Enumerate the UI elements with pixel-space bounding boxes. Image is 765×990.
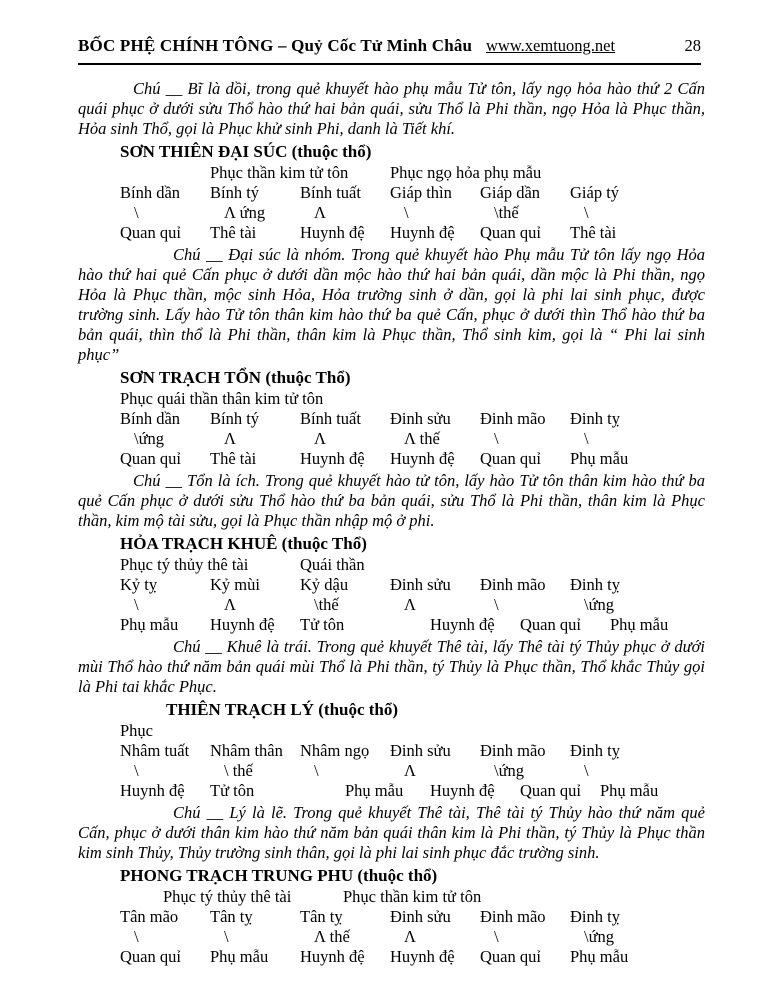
note-paragraph: Chú __ Bĩ là dồi, trong quẻ khuyết hào phụ mẫu Tử tôn, lấy ngọ hỏa hào thứ 2 Cấn quái phục ở dưới sửu Thổ hào thứ hai bản quái, sửu Thổ là Phi thần, ngọ Hỏa là Phục thần, Hỏa sinh Thổ, gọi là Phục khử sinh Phi, danh là Tiết khí. (78, 79, 705, 138)
hexagram-title: HỎA TRẠCH KHUÊ (thuộc Thổ) (120, 534, 367, 553)
line-mark: Λ (224, 595, 236, 614)
line-mark: \ (224, 927, 229, 946)
stem-branch-row (78, 183, 705, 203)
relation-cell: Huynh đệ (390, 947, 455, 966)
hidden-spirit-row (78, 555, 705, 575)
website-link[interactable]: www.xemtuong.net (486, 36, 616, 55)
line-mark: \ (134, 927, 139, 946)
note-paragraph: Chú __ Khuê là trái. Trong quẻ khuyết Thê tài, lấy Thê tài tý Thủy phục ở dưới mùi Thổ hào thứ năm bản quái mùi Thổ là Phi thần, tý Thủy là Phục thần, Thổ khắc Thủy gọi là Phi tai khắc Phục. (78, 637, 705, 696)
relation-cell: Quan quỉ (120, 223, 181, 242)
stem-branch-cell: Đinh mão (480, 409, 546, 428)
line-mark: Λ (314, 203, 326, 222)
line-mark: \ (584, 203, 589, 222)
relation-cell: Huynh đệ (390, 449, 455, 468)
line-mark: \ (584, 429, 589, 448)
relation-cell: Quan quỉ (120, 947, 181, 966)
relation-cell: Thê tài (570, 223, 617, 242)
stem-branch-cell: Giáp thìn (390, 183, 452, 202)
stem-branch-cell: Nhâm ngọ (300, 741, 370, 760)
relation-cell: Tử tôn (210, 781, 255, 800)
relation-cell: Quan quỉ (520, 781, 581, 800)
relation-cell: Huynh đệ (300, 223, 365, 242)
line-mark: \ (134, 595, 139, 614)
relations-row (78, 449, 705, 469)
stem-branch-cell: Kỷ mùi (210, 575, 260, 594)
stem-branch-row (78, 907, 705, 927)
line-mark: \ thế (224, 761, 253, 780)
stem-branch-cell: Bính tuất (300, 183, 361, 202)
relations-row (78, 223, 705, 243)
relation-cell: Quan quỉ (480, 947, 541, 966)
relation-cell: Phụ mẫu (570, 947, 629, 966)
relation-cell: Phụ mẫu (610, 615, 669, 634)
book-title: BỐC PHỆ CHÍNH TÔNG – Quỷ Cốc Tử Minh Châu (78, 36, 473, 55)
relation-cell: Quan quỉ (120, 449, 181, 468)
line-mark: \thế (494, 203, 519, 222)
stem-branch-cell: Bính tuất (300, 409, 361, 428)
line-mark: Λ (314, 429, 326, 448)
line-mark: \ (134, 761, 139, 780)
hidden-spirit-label: Phục tý thủy thê tài (163, 887, 292, 906)
hexagram-title: PHONG TRẠCH TRUNG PHU (thuộc thổ) (120, 866, 438, 885)
stem-branch-cell: Tân tỵ (210, 907, 253, 926)
line-mark: Λ thế (314, 927, 350, 946)
stem-branch-cell: Đinh tỵ (570, 741, 620, 760)
stem-branch-row (78, 741, 705, 761)
hidden-spirit-label: Phục ngọ hỏa phụ mẫu (390, 163, 542, 182)
stem-branch-cell: Đinh sửu (390, 409, 451, 428)
line-mark: Λ (404, 927, 416, 946)
line-mark: \ (584, 761, 589, 780)
stem-branch-cell: Tân tỵ (300, 907, 343, 926)
relation-cell: Phụ mẫu (570, 449, 629, 468)
relation-cell: Huynh đệ (430, 615, 495, 634)
line-mark: \ứng (584, 927, 615, 946)
relation-cell: Quan quỉ (480, 449, 541, 468)
stem-branch-cell: Kỷ tỵ (120, 575, 158, 594)
relation-cell: Phụ mẫu (210, 947, 269, 966)
hidden-spirit-label: Phục thần kim tử tôn (210, 163, 349, 182)
relation-cell: Phụ mẫu (120, 615, 179, 634)
relation-cell: Thê tài (210, 223, 257, 242)
line-mark: \ứng (494, 761, 525, 780)
line-marks-row (78, 595, 705, 615)
stem-branch-row (78, 409, 705, 429)
stem-branch-cell: Đinh sửu (390, 575, 451, 594)
relation-cell: Huynh đệ (300, 449, 365, 468)
hexagram-title: SƠN TRẠCH TỔN (thuộc Thổ) (120, 368, 351, 387)
line-marks-row (78, 927, 705, 947)
stem-branch-cell: Đinh mão (480, 741, 546, 760)
hexagram-title: SƠN THIÊN ĐẠI SÚC (thuộc thổ) (120, 142, 372, 161)
line-mark: Λ ứng (224, 203, 266, 222)
stem-branch-cell: Nhâm tuất (120, 741, 190, 760)
relations-row (78, 615, 705, 635)
relations-row (78, 781, 705, 801)
relation-cell: Huynh đệ (430, 781, 495, 800)
line-mark: Λ (224, 429, 236, 448)
line-marks-row (78, 429, 705, 449)
stem-branch-row (78, 575, 705, 595)
line-mark: \ứng (584, 595, 615, 614)
line-mark: \ứng (134, 429, 165, 448)
line-marks-row (78, 203, 705, 223)
relation-cell: Phụ mẫu (600, 781, 659, 800)
relation-cell: Huynh đệ (390, 223, 455, 242)
stem-branch-cell: Giáp dần (480, 183, 541, 202)
relation-cell: Tử tôn (300, 615, 345, 634)
hexagram-title: THIÊN TRẠCH LÝ (thuộc thổ) (166, 700, 399, 719)
relation-cell: Quan quỉ (480, 223, 541, 242)
stem-branch-cell: Bính dần (120, 183, 181, 202)
hidden-spirit-label: Phục tý thủy thê tài (120, 555, 249, 574)
stem-branch-cell: Bính tý (210, 409, 260, 428)
stem-branch-cell: Nhâm thân (210, 741, 283, 760)
relations-row (78, 947, 705, 967)
relation-cell: Huynh đệ (300, 947, 365, 966)
hidden-spirit-row (78, 887, 705, 907)
relation-cell: Huynh đệ (210, 615, 275, 634)
page-content (0, 65, 765, 967)
hidden-spirit-label: Phục (120, 721, 153, 740)
line-mark: \ (404, 203, 409, 222)
stem-branch-cell: Tân mão (120, 907, 179, 926)
line-mark: \ (314, 761, 319, 780)
page-header (0, 0, 765, 56)
hidden-spirit-row (78, 389, 705, 409)
relation-cell: Huynh đệ (120, 781, 185, 800)
line-mark: \ (134, 203, 139, 222)
stem-branch-cell: Đinh tỵ (570, 907, 620, 926)
stem-branch-cell: Đinh mão (480, 575, 546, 594)
note-paragraph: Chú __ Đại súc là nhóm. Trong quẻ khuyết hào Phụ mẫu Tử tôn lấy ngọ Hỏa hào thứ hai quẻ Cấn phục ở dưới dần mộc hào thứ hai bản quái, dần mộc là Phi thần, ngọ Hỏa là Phục thần, mộc sinh Hỏa, Hỏa trường sinh ở dần, gọi là phi lai sinh phục, được trường sinh. Lấy hào Tử tôn thân kim hào thứ ba quẻ Cấn, phục ở dưới thìn Thổ hào thứ ba bản quái, thìn thổ là Phi thần, thân kim là Phục thần, Thổ sinh kim, gọi là “ Phi lai sinh phục” (78, 245, 705, 364)
stem-branch-cell: Bính tý (210, 183, 260, 202)
stem-branch-cell: Giáp tý (570, 183, 620, 202)
stem-branch-cell: Đinh tỵ (570, 409, 620, 428)
relation-cell: Phụ mẫu (345, 781, 404, 800)
stem-branch-cell: Bính dần (120, 409, 181, 428)
note-paragraph: Chú __ Lý là lẽ. Trong quẻ khuyết Thê tài, Thê tài tý Thủy hào thứ năm quẻ Cấn, phục ở dưới thân kim hào thứ năm bản quái thân kim là Phi thần, tý Thủy là Phục thần kim sinh Thủy, Thủy trường sinh thân, gọi là phi lai sinh phục đắc trường sinh. (78, 803, 705, 862)
stem-branch-cell: Đinh mão (480, 907, 546, 926)
hidden-spirit-label: Phục thần kim tử tôn (343, 887, 482, 906)
line-mark: \ (494, 927, 499, 946)
line-marks-row (78, 761, 705, 781)
stem-branch-cell: Đinh sửu (390, 907, 451, 926)
relation-cell: Quan quỉ (520, 615, 581, 634)
line-mark: \thế (314, 595, 339, 614)
line-mark: Λ (404, 761, 416, 780)
relation-cell: Thê tài (210, 449, 257, 468)
note-paragraph: Chú __ Tổn là ích. Trong quẻ khuyết hào tử tôn, lấy hào Tử tôn thân kim hào thứ ba quẻ Cấn phục ở dưới sửu Thổ hào thứ ba bản quái, sửu Thổ là Phi thần, thân kim là Phục thần, kim mộ tài sửu, gọi là Phục thần nhập mộ ở phi. (78, 471, 705, 530)
line-mark: \ (494, 595, 499, 614)
stem-branch-cell: Kỷ dậu (300, 575, 349, 594)
line-mark: Λ (404, 595, 416, 614)
page-number: 28 (684, 36, 701, 55)
stem-branch-cell: Đinh sửu (390, 741, 451, 760)
stem-branch-cell: Đinh tỵ (570, 575, 620, 594)
hidden-spirit-row (78, 721, 705, 741)
hidden-spirit-label: Phục quái thần thân kim tử tôn (120, 389, 324, 408)
line-mark: Λ thế (404, 429, 440, 448)
hidden-spirit-row (78, 163, 705, 183)
hidden-spirit-label: Quái thần (300, 555, 365, 574)
line-mark: \ (494, 429, 499, 448)
